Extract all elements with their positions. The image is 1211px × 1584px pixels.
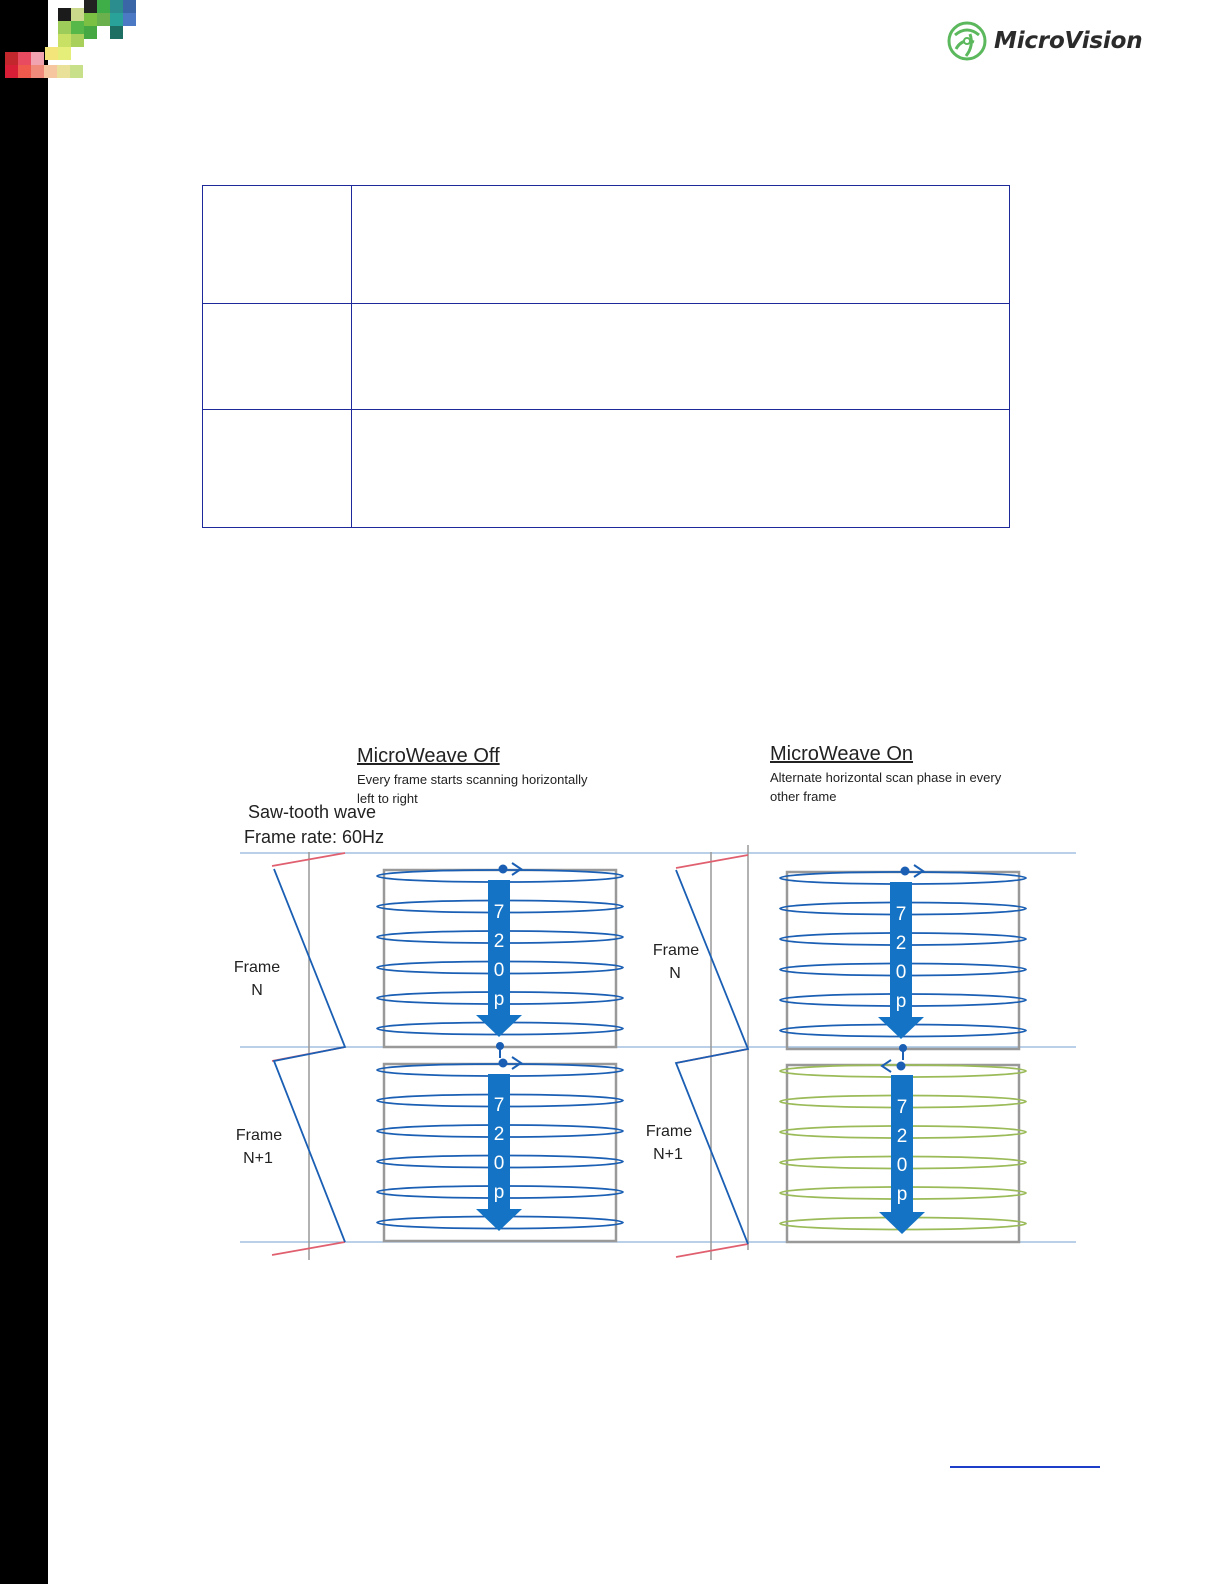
table-cell-label (203, 186, 352, 304)
right-panel-desc-line2: other frame (770, 789, 837, 804)
brand-name: MicroVision (994, 28, 1143, 54)
frame-label-n1: N+1 (653, 1146, 683, 1163)
arrow-label-char: 0 (895, 962, 907, 983)
arrow-label-char: p (493, 1182, 505, 1203)
frame-label-n: N (251, 982, 263, 999)
frame-label-word: Frame (652, 942, 700, 959)
arrow-label-char: 0 (493, 960, 505, 981)
right-panel-title: MicroWeave On (770, 743, 914, 765)
table-cell-label (203, 410, 352, 528)
microvision-swirl-icon (946, 20, 988, 62)
arrow-label-char: 7 (493, 1095, 505, 1116)
table-cell-value (352, 410, 1010, 528)
arrow-label-char: 7 (493, 902, 505, 923)
arrow-label-char: p (896, 1184, 908, 1205)
arrow-label-char: p (493, 989, 505, 1010)
brand-logo (946, 18, 1142, 64)
microweave-diagram (225, 738, 1085, 1268)
sawtooth-wave-right (676, 855, 748, 1257)
sawtooth-label: Saw-tooth wave (248, 802, 377, 822)
frame-label-word: Frame (235, 1127, 283, 1144)
arrow-label-char: p (895, 991, 907, 1012)
pixel-mosaic-logo (0, 0, 140, 80)
left-panel-desc-line2: left to right (357, 791, 418, 806)
left-panel-title: MicroWeave Off (357, 745, 500, 767)
arrow-label-char: 7 (896, 1097, 908, 1118)
table-cell-label (203, 304, 352, 410)
frame-label-word: Frame (233, 959, 281, 976)
arrow-label-char: 2 (895, 933, 907, 954)
frame-label-n1: N+1 (243, 1150, 273, 1167)
arrow-label-char: 2 (493, 1124, 505, 1145)
frame-rate-label: Frame rate: 60Hz (244, 827, 385, 847)
arrow-label-char: 0 (896, 1155, 908, 1176)
left-panel-desc-line1: Every frame starts scanning horizontally (357, 772, 588, 787)
left-black-sidebar (0, 0, 48, 1584)
arrow-label-char: 7 (895, 904, 907, 925)
footer-link-underline[interactable] (950, 1466, 1100, 1468)
spec-table (202, 185, 1010, 528)
right-panel-desc-line1: Alternate horizontal scan phase in every (770, 770, 1002, 785)
table-row (203, 304, 1010, 410)
table-row (203, 410, 1010, 528)
table-cell-value (352, 186, 1010, 304)
frame-label-word: Frame (645, 1123, 693, 1140)
arrow-label-char: 2 (896, 1126, 908, 1147)
table-row (203, 186, 1010, 304)
table-cell-value (352, 304, 1010, 410)
arrow-label-char: 2 (493, 931, 505, 952)
frame-label-n: N (669, 965, 681, 982)
arrow-label-char: 0 (493, 1153, 505, 1174)
